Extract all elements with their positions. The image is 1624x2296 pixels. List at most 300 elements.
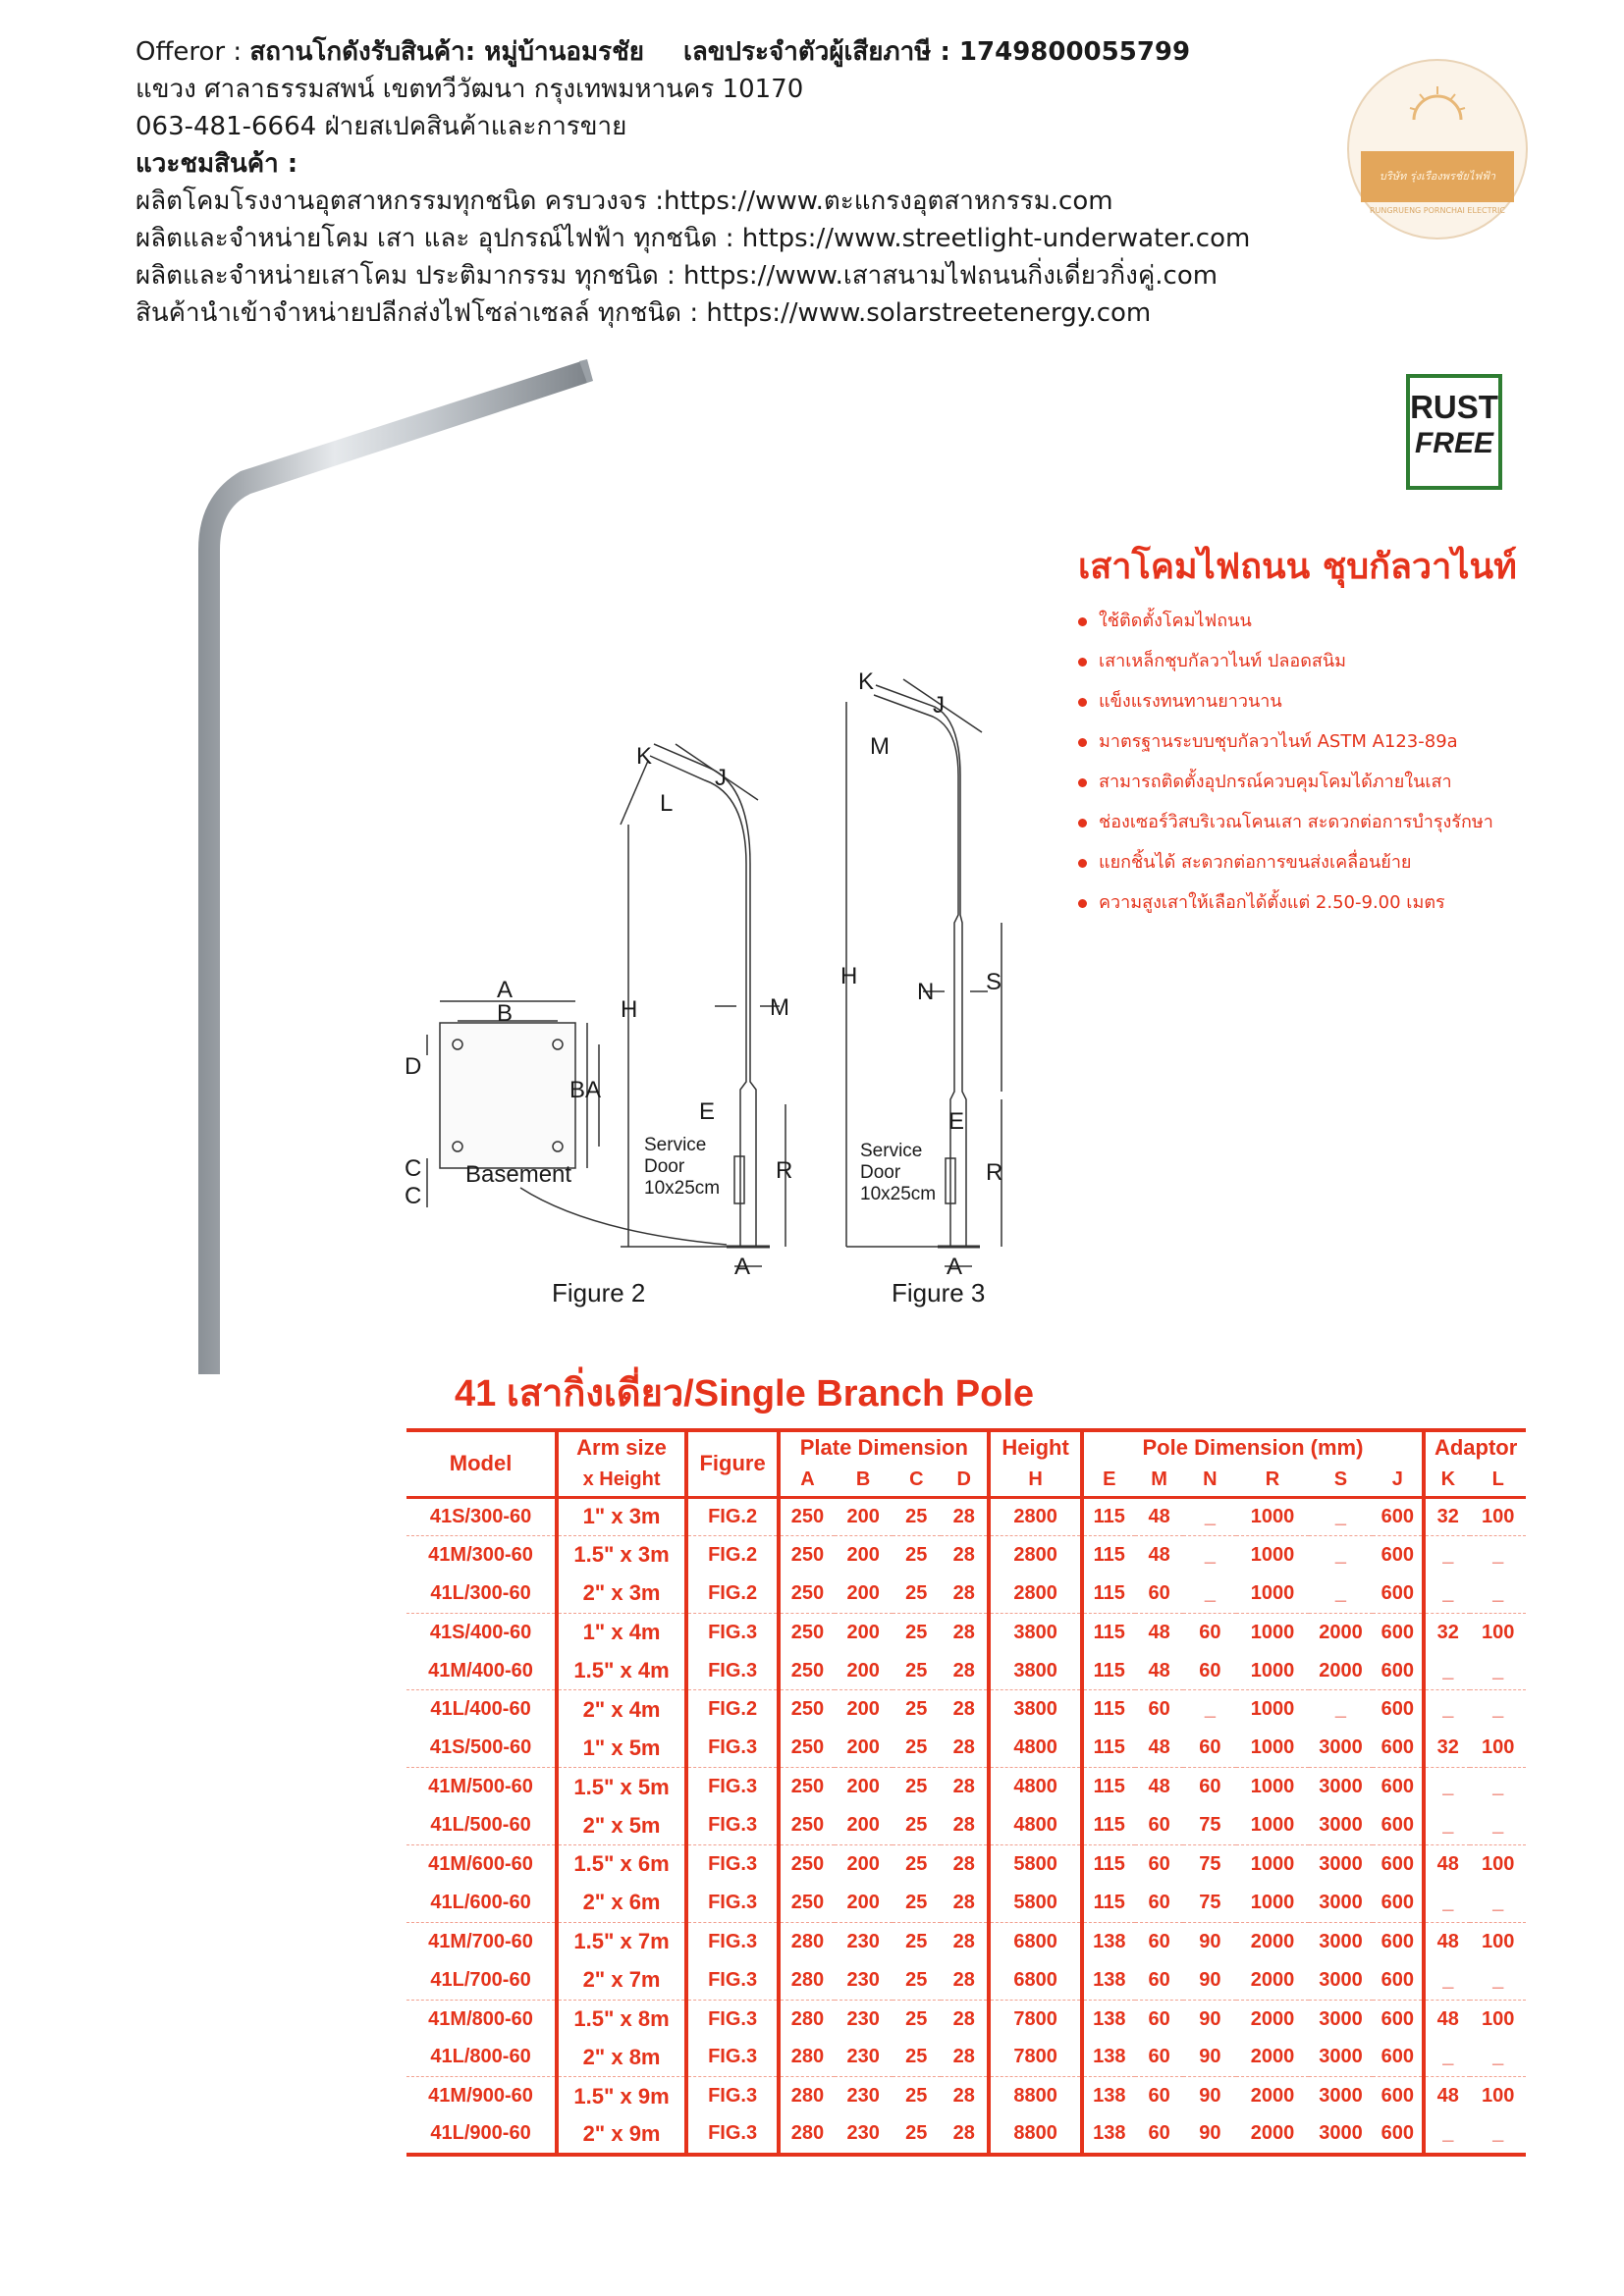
table-cell: 2" x 8m <box>557 2038 686 2076</box>
table-cell: 2" x 4m <box>557 1690 686 1729</box>
table-cell: 115 <box>1082 1535 1135 1574</box>
table-cell: FIG.3 <box>686 1806 779 1844</box>
table-cell: _ <box>1470 2115 1526 2154</box>
table-cell: 90 <box>1199 1930 1221 1952</box>
table-cell: _ <box>1183 1497 1236 1535</box>
col-plate: Plate Dimension <box>779 1430 989 1464</box>
warehouse-name: สถานโกดังรับสินค้า: หมู่บ้านอมรชัย <box>249 37 644 67</box>
table-cell: 3000 <box>1309 1884 1374 1922</box>
table-cell: 28 <box>952 1621 975 1643</box>
table-cell: 60 <box>1199 1621 1221 1643</box>
pole-photo <box>192 359 593 1374</box>
diagram-labels <box>405 668 1002 1308</box>
table-row <box>406 1690 1526 1729</box>
rust-free-line2: FREE <box>1414 427 1493 459</box>
table-cell: 2000 <box>1250 2085 1295 2108</box>
table-cell: 200 <box>846 1776 880 1798</box>
label-a: A <box>497 977 514 1003</box>
table-cell: 3800 <box>989 1690 1081 1729</box>
table-cell: 25 <box>893 1575 941 1613</box>
table-cell: 25 <box>893 1806 941 1844</box>
label-j-fig2: J <box>715 765 727 791</box>
tax-id: เลขประจำตัวผู้เสียภาษี : 1749800055799 <box>682 37 1191 67</box>
table-cell: 7800 <box>989 2038 1081 2076</box>
table-cell: 250 <box>779 1845 835 1884</box>
table-cell: 1000 <box>1236 1729 1308 1767</box>
model-cell: 41L/600-60 <box>406 1884 557 1922</box>
table-cell: _ <box>1470 1961 1526 2000</box>
table-cell: 25 <box>905 2085 928 2108</box>
table-cell: 600 <box>1380 1930 1415 1952</box>
table-cell: 28 <box>941 1497 989 1535</box>
table-cell: FIG.2 <box>686 1497 779 1535</box>
table-cell: FIG.3 <box>686 1613 779 1651</box>
service-door-fig2-1: Service <box>644 1135 707 1155</box>
model-cell: 41L/800-60 <box>406 2038 557 2076</box>
table-cell: 100 <box>1481 1621 1515 1643</box>
table-cell: 48 <box>1148 1621 1170 1643</box>
model-cell: 41M/600-60 <box>428 1852 533 1875</box>
table-cell: FIG.2 <box>686 1535 779 1574</box>
feature-item: มาตรฐานระบบชุบกัลวาไนท์ ASTM A123-89a <box>1078 727 1493 768</box>
table-cell: 25 <box>905 1698 928 1721</box>
table-cell: 115 <box>1082 1768 1135 1806</box>
table-cell: 200 <box>835 1497 893 1535</box>
logo-caption: RUNGRUENG PORNCHAI ELECTRIC <box>1370 206 1505 215</box>
table-cell: 1000 <box>1250 1698 1295 1721</box>
table-cell: _ <box>1424 1690 1470 1729</box>
table-cell: 600 <box>1373 1652 1424 1690</box>
col-adaptor: Adaptor <box>1424 1430 1526 1464</box>
table-cell: 28 <box>941 1806 989 1844</box>
table-cell: 25 <box>905 1776 928 1798</box>
spec-table-body <box>406 1497 1526 2155</box>
table-cell: 115 <box>1082 1845 1135 1884</box>
table-cell: 48 <box>1424 2000 1470 2038</box>
label-b: B <box>497 1000 514 1027</box>
table-cell: 200 <box>835 1884 893 1922</box>
table-cell: 4800 <box>989 1806 1081 1844</box>
table-cell: _ <box>1424 1652 1470 1690</box>
table-row <box>406 1768 1526 1806</box>
col-r: R <box>1236 1464 1308 1497</box>
table-row <box>406 2077 1526 2115</box>
table-cell: 230 <box>835 2038 893 2076</box>
model-cell: 41M/400-60 <box>406 1652 557 1690</box>
table-cell: 600 <box>1373 1884 1424 1922</box>
table-cell: 32 <box>1424 1497 1470 1535</box>
col-j: J <box>1373 1464 1424 1497</box>
table-cell: 600 <box>1373 1806 1424 1844</box>
table-row <box>406 1575 1526 1613</box>
table-cell: 90 <box>1183 2115 1236 2154</box>
service-door-fig2-3: 10x25cm <box>644 1178 721 1199</box>
table-cell: 1.5" x 7m <box>557 1922 686 1960</box>
table-cell: 138 <box>1082 1922 1135 1960</box>
table-cell: 90 <box>1199 2007 1221 2030</box>
table-cell: 28 <box>952 1930 975 1952</box>
table-cell: 2000 <box>1236 1961 1308 2000</box>
feature-item: แข็งแรงทนทานยาวนาน <box>1078 687 1493 727</box>
table-cell: 60 <box>1135 1884 1183 1922</box>
table-cell: _ <box>1334 1543 1347 1566</box>
table-cell: 2000 <box>1250 2007 1295 2030</box>
table-cell: 280 <box>779 2115 835 2154</box>
table-cell: 3000 <box>1309 1729 1374 1767</box>
table-cell: 2000 <box>1319 1621 1363 1643</box>
col-e: E <box>1082 1464 1135 1497</box>
table-row <box>406 2038 1526 2076</box>
table-cell: _ <box>1470 1806 1526 1844</box>
table-cell: _ <box>1334 1698 1347 1721</box>
website-link-3[interactable]: ผลิตและจำหน่ายเสาโคม ประติมากรรม ทุกชนิด : https://www.เสาสนามไฟถนนกิ่งเดี่ยวกิ่งคู่.com <box>135 261 1218 291</box>
table-cell: FIG.3 <box>686 2000 779 2038</box>
table-cell: 1" x 4m <box>557 1613 686 1651</box>
table-cell: 3800 <box>989 1613 1081 1651</box>
col-c: C <box>893 1464 941 1497</box>
table-cell: 600 <box>1380 2007 1415 2030</box>
table-cell: _ <box>1470 1652 1526 1690</box>
table-cell: 600 <box>1373 1575 1424 1613</box>
table-cell: _ <box>1183 1575 1236 1613</box>
model-cell: 41M/500-60 <box>428 1776 533 1798</box>
table-cell: 100 <box>1481 2007 1515 2030</box>
label-c2: C <box>405 1183 422 1209</box>
table-cell: 115 <box>1082 1806 1135 1844</box>
table-cell: 115 <box>1082 1729 1135 1767</box>
col-d: D <box>941 1464 989 1497</box>
table-row <box>406 1884 1526 1922</box>
model-cell: 41L/500-60 <box>406 1806 557 1844</box>
table-cell: 250 <box>779 1575 835 1613</box>
table-cell: 1.5" x 3m <box>557 1535 686 1574</box>
table-cell: 250 <box>779 1613 835 1651</box>
model-cell: 41M/800-60 <box>428 2007 533 2030</box>
feature-item: สามารถติดตั้งอุปกรณ์ควบคุมโคมได้ภายในเสา <box>1078 768 1493 808</box>
label-a-fig3-base: A <box>947 1254 963 1280</box>
col-a: A <box>779 1464 835 1497</box>
table-cell: 1000 <box>1250 1776 1295 1798</box>
table-cell: 100 <box>1481 1852 1515 1875</box>
table-cell: _ <box>1424 1768 1470 1806</box>
table-cell: 3000 <box>1319 2085 1363 2108</box>
table-cell: 2" x 9m <box>557 2115 686 2154</box>
table-cell: 115 <box>1082 1884 1135 1922</box>
table-cell: 250 <box>779 1884 835 1922</box>
table-cell: 25 <box>893 2115 941 2154</box>
label-r-fig2: R <box>776 1157 793 1184</box>
table-cell: 280 <box>779 1961 835 2000</box>
model-cell: 41S/400-60 <box>429 1621 532 1643</box>
table-cell: 250 <box>779 1806 835 1844</box>
table-cell: _ <box>1424 1575 1470 1613</box>
table-cell: 2800 <box>989 1535 1081 1574</box>
table-cell: 28 <box>952 1776 975 1798</box>
address-line: แขวง ศาลาธรรมสพน์ เขตทวีวัฒนา กรุงเทพมหานคร 10170 <box>135 75 804 104</box>
label-j-fig3: J <box>933 692 945 719</box>
table-cell: 600 <box>1380 1698 1415 1721</box>
table-cell: 25 <box>905 1930 928 1952</box>
table-cell: 600 <box>1373 2038 1424 2076</box>
table-cell: 100 <box>1481 1930 1515 1952</box>
label-h-fig2: H <box>621 996 638 1023</box>
table-cell: _ <box>1309 1575 1374 1613</box>
table-cell: 28 <box>941 2038 989 2076</box>
table-cell: _ <box>1309 1497 1374 1535</box>
table-row <box>406 1961 1526 2000</box>
table-cell: 60 <box>1183 1652 1236 1690</box>
table-cell: 48 <box>1135 1729 1183 1767</box>
table-header-row-2 <box>406 1464 1526 1497</box>
table-cell: 100 <box>1470 1497 1526 1535</box>
feature-item: ใช้ติดตั้งโคมไฟถนน <box>1078 607 1493 647</box>
table-cell: 2" x 7m <box>557 1961 686 2000</box>
table-cell: 1" x 5m <box>557 1729 686 1767</box>
table-cell: 200 <box>835 1652 893 1690</box>
table-cell: 32 <box>1424 1613 1470 1651</box>
col-m: M <box>1135 1464 1183 1497</box>
table-cell: 250 <box>779 1535 835 1574</box>
table-cell: 1000 <box>1236 1575 1308 1613</box>
table-cell: 60 <box>1183 1729 1236 1767</box>
table-cell: 8800 <box>989 2077 1081 2115</box>
table-cell: FIG.3 <box>686 1652 779 1690</box>
table-cell: 200 <box>835 1575 893 1613</box>
label-e-fig2: E <box>699 1098 716 1125</box>
table-cell: 60 <box>1148 1852 1170 1875</box>
table-cell: 600 <box>1373 1961 1424 2000</box>
label-h-fig3: H <box>840 963 858 989</box>
table-cell: 48 <box>1148 1776 1170 1798</box>
table-cell: 138 <box>1082 2115 1135 2154</box>
spec-table <box>406 1428 1526 2157</box>
figure-3-caption: Figure 3 <box>892 1278 986 1308</box>
table-row <box>406 1613 1526 1651</box>
label-s-fig3: S <box>986 969 1002 995</box>
table-row <box>406 1497 1526 1535</box>
table-cell: FIG.3 <box>686 1922 779 1960</box>
table-cell: 32 <box>1424 1729 1470 1767</box>
table-cell: 25 <box>893 1884 941 1922</box>
table-row <box>406 2115 1526 2154</box>
col-model: Model <box>406 1430 557 1497</box>
table-cell: 3000 <box>1309 2115 1374 2154</box>
table-cell: 138 <box>1082 1961 1135 2000</box>
model-cell: 41S/500-60 <box>406 1729 557 1767</box>
table-cell: 28 <box>952 1543 975 1566</box>
col-pole: Pole Dimension (mm) <box>1082 1430 1425 1464</box>
table-cell: 280 <box>779 2077 835 2115</box>
table-cell: 2800 <box>989 1575 1081 1613</box>
table-cell: 60 <box>1135 1806 1183 1844</box>
table-cell: 280 <box>779 1922 835 1960</box>
table-cell: _ <box>1470 1884 1526 1922</box>
service-door-fig3-1: Service <box>860 1141 923 1161</box>
table-cell: 250 <box>779 1768 835 1806</box>
table-cell: 1000 <box>1250 1543 1295 1566</box>
model-cell: 41L/900-60 <box>406 2115 557 2154</box>
table-cell: 4800 <box>989 1768 1081 1806</box>
feature-item: แยกชิ้นได้ สะดวกต่อการขนส่งเคลื่อนย้าย <box>1078 848 1493 888</box>
table-cell: 115 <box>1082 1497 1135 1535</box>
website-link-4[interactable]: สินค้านำเข้าจำหน่ายปลีกส่งไฟโซล่าเซลล์ ทุกชนิด : https://www.solarstreetenergy.com <box>135 298 1152 328</box>
label-d: D <box>405 1053 422 1080</box>
table-cell: 200 <box>835 1806 893 1844</box>
table-cell: 115 <box>1082 1613 1135 1651</box>
features-list <box>1078 607 1493 929</box>
col-n: N <box>1183 1464 1236 1497</box>
table-cell: 115 <box>1082 1690 1135 1729</box>
table-cell: 25 <box>893 1652 941 1690</box>
table-cell: 28 <box>941 1652 989 1690</box>
table-cell: 5800 <box>989 1884 1081 1922</box>
table-cell: 280 <box>779 2038 835 2076</box>
table-cell: 28 <box>952 1852 975 1875</box>
table-cell: 25 <box>905 2007 928 2030</box>
col-l: L <box>1470 1464 1526 1497</box>
table-cell: _ <box>1424 2115 1470 2154</box>
table-cell: _ <box>1492 1776 1504 1798</box>
table-cell: 100 <box>1470 1729 1526 1767</box>
table-cell: 25 <box>893 1729 941 1767</box>
table-cell: 75 <box>1183 1884 1236 1922</box>
table-cell: 25 <box>893 1497 941 1535</box>
table-cell: 60 <box>1135 1575 1183 1613</box>
table-cell: _ <box>1492 1543 1504 1566</box>
service-door-fig2-2: Door <box>644 1156 685 1177</box>
table-cell: 230 <box>846 2007 880 2030</box>
model-cell: 41L/300-60 <box>406 1575 557 1613</box>
table-cell: 138 <box>1082 2077 1135 2115</box>
table-cell: 280 <box>779 2000 835 2038</box>
table-cell: 3000 <box>1319 1852 1363 1875</box>
feature-item: ช่องเซอร์วิสบริเวณโคนเสา สะดวกต่อการบำรุงรักษา <box>1078 808 1493 848</box>
col-height: Height <box>989 1430 1081 1464</box>
table-cell: 1.5" x 6m <box>557 1845 686 1884</box>
table-cell: 25 <box>905 1543 928 1566</box>
table-cell: 60 <box>1135 1961 1183 2000</box>
table-cell: 230 <box>835 1961 893 2000</box>
table-cell: 25 <box>905 1852 928 1875</box>
table-cell: 250 <box>779 1690 835 1729</box>
table-cell: 1.5" x 8m <box>557 2000 686 2038</box>
table-cell: 90 <box>1183 2038 1236 2076</box>
table-cell: 28 <box>941 1884 989 1922</box>
table-cell: 6800 <box>989 1922 1081 1960</box>
table-header-row-1 <box>406 1430 1526 1464</box>
table-cell: 60 <box>1199 1776 1221 1798</box>
model-cell: 41M/300-60 <box>428 1543 533 1566</box>
table-cell: 2800 <box>989 1497 1081 1535</box>
label-a-fig2-base: A <box>734 1254 751 1280</box>
feature-item: เสาเหล็กชุบกัลวาไนท์ ปลอดสนิม <box>1078 647 1493 687</box>
label-r-fig3: R <box>986 1159 1003 1186</box>
table-cell: 2" x 3m <box>557 1575 686 1613</box>
label-k-fig3: K <box>858 668 875 695</box>
table-cell: 28 <box>941 1729 989 1767</box>
table-cell: 3000 <box>1309 2038 1374 2076</box>
table-cell: 600 <box>1380 1776 1415 1798</box>
table-cell: 230 <box>835 2115 893 2154</box>
table-cell: 4800 <box>989 1729 1081 1767</box>
table-cell: 600 <box>1380 2085 1415 2108</box>
table-row <box>406 2000 1526 2038</box>
website-link-2[interactable]: ผลิตและจำหน่ายโคม เสา และ อุปกรณ์ไฟฟ้า ทุกชนิด : https://www.streetlight-underwater.com <box>135 224 1251 253</box>
table-cell: 2" x 6m <box>557 1884 686 1922</box>
table-cell: 60 <box>1135 2115 1183 2154</box>
table-cell: 200 <box>846 1852 880 1875</box>
table-cell: 48 <box>1424 2077 1470 2115</box>
table-cell: 8800 <box>989 2115 1081 2154</box>
label-k-fig2: K <box>636 743 653 770</box>
offeror-line: Offeror : สถานโกดังรับสินค้า: หมู่บ้านอมรชัย เลขประจำตัวผู้เสียภาษี : 1749800055799 <box>135 37 1191 67</box>
table-cell: 60 <box>1148 1930 1170 1952</box>
table-cell: 75 <box>1199 1852 1221 1875</box>
table-cell: 6800 <box>989 1961 1081 2000</box>
table-cell: 200 <box>846 1621 880 1643</box>
model-cell: 41L/400-60 <box>430 1698 531 1721</box>
table-cell: 90 <box>1183 1961 1236 2000</box>
table-cell: 25 <box>893 1961 941 2000</box>
table-cell: 230 <box>846 2085 880 2108</box>
table-cell: 25 <box>905 1621 928 1643</box>
table-cell: 1.5" x 4m <box>557 1652 686 1690</box>
table-cell: FIG.3 <box>686 1729 779 1767</box>
table-cell: 48 <box>1424 1922 1470 1960</box>
basement-label: Basement <box>465 1161 572 1188</box>
table-cell: FIG.3 <box>686 2115 779 2154</box>
table-cell: 250 <box>779 1497 835 1535</box>
col-k: K <box>1424 1464 1470 1497</box>
label-m-fig2: M <box>770 994 789 1021</box>
table-cell: 2000 <box>1250 1930 1295 1952</box>
table-cell: FIG.3 <box>686 1884 779 1922</box>
table-cell: 3800 <box>989 1652 1081 1690</box>
table-row <box>406 1806 1526 1844</box>
rust-free-line1: RUST <box>1410 389 1498 425</box>
website-link-1[interactable]: ผลิตโคมโรงงานอุตสาหกรรมทุกชนิด ครบวงจร :https://www.ตะแกรงอุตสาหกรรม.com <box>135 187 1113 216</box>
table-cell: 1000 <box>1236 1806 1308 1844</box>
logo-band: บริษัท รุ่งเรืองพรชัยไฟฟ้า <box>1361 151 1514 202</box>
table-cell: 1000 <box>1236 1497 1308 1535</box>
table-cell: 1.5" x 9m <box>557 2077 686 2115</box>
table-cell: 60 <box>1148 2085 1170 2108</box>
model-cell: 41L/700-60 <box>406 1961 557 2000</box>
table-cell: 3000 <box>1309 1961 1374 2000</box>
table-cell: _ <box>1470 1575 1526 1613</box>
table-cell: 115 <box>1082 1575 1135 1613</box>
table-cell: 600 <box>1380 1621 1415 1643</box>
table-cell: _ <box>1470 2038 1526 2076</box>
table-cell: 28 <box>941 1575 989 1613</box>
col-b: B <box>835 1464 893 1497</box>
table-cell: 115 <box>1082 1652 1135 1690</box>
table-cell: 138 <box>1082 2038 1135 2076</box>
table-cell: 60 <box>1148 2007 1170 2030</box>
table-cell: 28 <box>952 2085 975 2108</box>
table-cell: 250 <box>779 1652 835 1690</box>
table-cell: 48 <box>1148 1543 1170 1566</box>
table-cell: 48 <box>1135 1652 1183 1690</box>
table-cell: _ <box>1492 1698 1504 1721</box>
table-cell: 200 <box>846 1698 880 1721</box>
table-cell: 3000 <box>1319 1930 1363 1952</box>
table-cell: FIG.2 <box>686 1575 779 1613</box>
table-cell: 1000 <box>1250 1621 1295 1643</box>
table-row <box>406 1845 1526 1884</box>
table-cell: _ <box>1424 1961 1470 2000</box>
label-ba: BA <box>569 1077 602 1103</box>
